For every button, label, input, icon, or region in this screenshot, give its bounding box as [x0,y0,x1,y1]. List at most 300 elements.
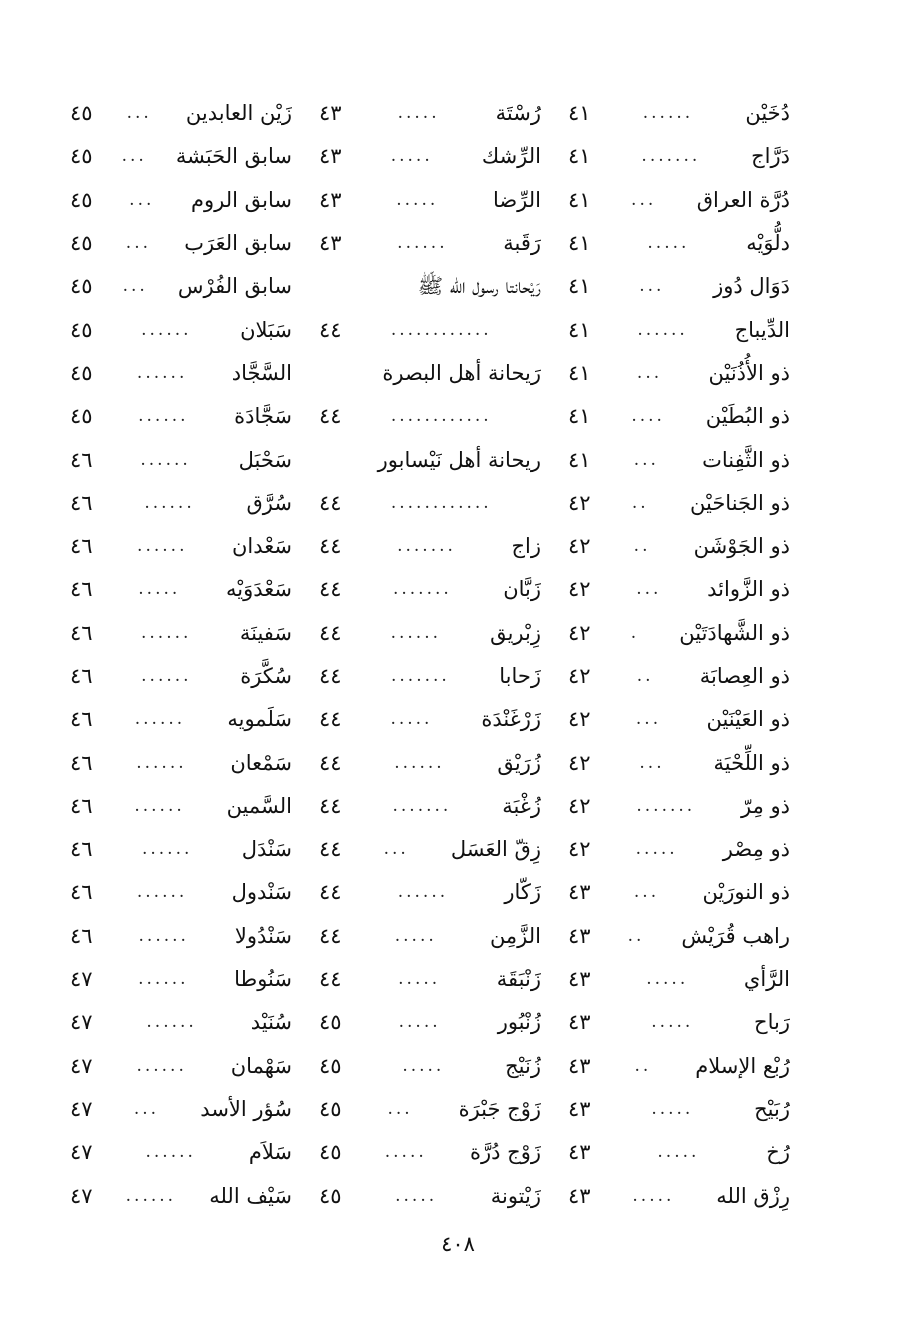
index-entry [568,308,790,351]
entry-name: زَبَّان [503,577,541,602]
entry-name: دَرَّاج [751,144,790,169]
entry-name: زُنَيْج [505,1053,541,1078]
index-entry [319,482,541,525]
index-entry [319,308,541,351]
entry-page-number: ٤١ [568,447,591,472]
entry-leader-dots: ..... [395,1187,438,1205]
entry-page-number: ٤٤ [319,880,342,905]
entry-leader-dots: ...... [134,797,185,815]
entry-leader-dots: ...... [134,711,186,729]
index-entry [70,915,292,958]
entry-name: ذو الثَّفِنات [702,447,790,472]
entry-leader-dots: ... [639,754,665,772]
entry-name: ذو الأُذُنَيْن [708,360,790,385]
index-entry [70,438,292,481]
entry-leader-dots: ....... [392,797,452,815]
entry-name: سَنْدُولا [234,923,292,948]
entry-leader-dots: ...... [138,971,189,989]
entry-leader-dots: ..... [651,1014,694,1032]
entry-page-number: ٤١ [568,404,591,429]
entry-page-number: ٤٧ [70,967,93,992]
entry-name: زاج [511,534,541,559]
entry-page-number: ٤١ [568,317,591,342]
index-entry [319,1045,541,1088]
entry-name: دَوَال دُوز [713,274,790,299]
index-entry [70,92,292,135]
index-entry [319,915,541,958]
entry-page-number: ٤٦ [70,750,93,775]
index-entry [568,1174,790,1217]
entry-name: سُكَّرَة [240,664,292,688]
entry-page-number: ٤٣ [568,1140,591,1165]
entry-name: سَنُوطا [234,967,292,992]
entry-name: دلُّوَيْه [746,231,790,256]
entry-page-number: ٤٢ [568,534,591,559]
entry-name: سابق الروم [191,187,292,212]
entry-page-number: ٤٤ [319,534,342,559]
entry-page-number: ٤١ [568,144,591,169]
entry-page-number: ٤٦ [70,923,93,948]
entry-name: ذو الجَناحَيْن [690,490,790,515]
index-entry [319,265,541,308]
index-entry [319,438,541,481]
entry-leader-dots: ...... [138,927,189,945]
entry-name: ريحانة أهل نَيْسابور [377,447,541,472]
entry-page-number: ٤٥ [70,231,93,256]
index-entry [319,179,541,222]
index-entry [319,222,541,265]
index-entry [319,655,541,698]
entry-name: زِقّ العَسَل [450,837,541,862]
entry-page-number: ٤٤ [319,793,342,818]
index-entry [70,871,292,914]
entry-leader-dots: .. [627,927,645,945]
entry-name: سَنْدول [231,880,292,905]
entry-name: ذو الشَّهادَتَيْن [679,620,790,645]
entry-page-number: ٤٧ [70,1010,93,1035]
entry-name: ذو العِصابَة [699,664,790,688]
entry-name: سَعْدان [231,534,292,559]
entry-name: سَبَلان [240,317,292,342]
entry-name: ذو مِرّ [740,793,790,818]
index-entry [319,1088,541,1131]
index-entry [568,698,790,741]
entry-leader-dots: ... [631,191,657,209]
entry-name: سَهْمان [230,1053,292,1078]
entry-name: سَعْدَوَيْه [226,577,292,602]
index-entry [319,828,541,871]
index-entry [319,871,541,914]
index-entry [319,958,541,1001]
entry-name: راهب قُرَيْش [681,923,790,948]
index-entry [319,395,541,438]
entry-page-number: ٤٧ [70,1053,93,1078]
entry-name: سُؤر الأسد [200,1096,292,1121]
index-entry [70,828,292,871]
entry-name: السَّجَّاد [231,360,292,385]
entry-name: رَباح [754,1010,790,1035]
entry-page-number: ٤٦ [70,620,93,645]
entry-name: زَيْن العابدين [185,101,292,126]
entry-leader-dots: .. [636,668,654,685]
entry-page-number: ٤٥ [70,274,93,299]
entry-leader-dots: ... [126,105,152,123]
index-entry [568,525,790,568]
index-entry [70,352,292,395]
entry-leader-dots: ..... [632,1187,675,1205]
entry-leader-dots: ...... [136,884,188,902]
entry-name: الرِّشك [481,144,541,169]
entry-name: سَنْدَل [241,837,292,862]
entry-page-number: ٤٢ [568,837,591,862]
index-entry [319,92,541,135]
entry-page-number: ٤٣ [568,880,591,905]
entry-leader-dots: ... [639,278,665,296]
index-entry [319,352,541,395]
index-entry [568,92,790,135]
entry-page-number: ٤١ [568,274,591,299]
entry-leader-dots: ...... [145,1144,196,1162]
index-entry [319,1131,541,1174]
entry-leader-dots: ...... [146,1014,197,1032]
entry-leader-dots: ............ [390,408,492,426]
entry-page-number: ٤٦ [70,534,93,559]
entry-page-number: ٤٣ [319,187,342,212]
entry-leader-dots: ... [125,235,152,253]
entry-name: رُسْتَة [495,101,541,126]
entry-name: ذو مِصْر [722,837,790,862]
entry-page-number: ٤٥ [319,1053,342,1078]
entry-name: زُرَيْق [497,750,541,775]
index-entry [319,1001,541,1044]
entry-page-number: ٤٧ [70,1096,93,1121]
index-entry [319,1174,541,1217]
entry-page-number: ٤٢ [568,490,591,515]
entry-name: رُبَيْح [754,1096,790,1121]
entry-name: زُغْبَة [502,793,541,818]
entry-page-number: ٤٣ [568,1183,591,1208]
index-entry [70,612,292,655]
index-entry [70,1088,292,1131]
index-entry [70,1131,292,1174]
entry-name: ذو النورَيْن [702,880,790,905]
index-entry [568,1001,790,1044]
index-entry [568,741,790,784]
entry-page-number: ٤٦ [70,577,93,602]
entry-page-number: ٤٥ [70,187,93,212]
index-entry [568,438,790,481]
entry-page-number: ٤٣ [568,967,591,992]
entry-leader-dots: .... [631,408,665,426]
entry-page-number: ٤٤ [319,707,342,732]
entry-page-number: ٤٢ [568,707,591,732]
entry-leader-dots: ..... [657,1144,700,1162]
index-entry [319,698,541,741]
index-entry [568,828,790,871]
entry-page-number: ٤٥ [70,101,93,126]
entry-leader-dots: ...... [637,321,688,339]
index-column [319,92,541,1218]
entry-leader-dots: ..... [402,1057,445,1075]
entry-page-number: ٤٦ [70,837,93,862]
entry-leader-dots: ... [383,841,409,859]
entry-leader-dots: ...... [397,884,449,902]
entry-page-number: ٤٥ [70,317,93,342]
entry-page-number: ٤٤ [319,490,342,515]
entry-name: زَيْتونة [490,1183,541,1208]
entry-leader-dots: ..... [397,105,440,123]
entry-leader-dots: ... [129,191,155,209]
entry-name: رَقَبة [503,231,541,256]
index-entry [568,1088,790,1131]
index-entry [70,179,292,222]
entry-page-number: ٤٧ [70,1140,93,1165]
entry-page-number: ٤٥ [70,404,93,429]
index-entry [319,568,541,611]
entry-name: رَيْحانتا رسول الله ﷺ [417,274,541,299]
entry-name: زَرْغَنْدَة [481,707,541,732]
entry-name: زَنْبَقَة [496,967,541,992]
index-table [70,92,790,1218]
entry-leader-dots: ...... [138,408,189,426]
entry-leader-dots: ...... [136,1057,187,1075]
entry-name: رِزْق الله [716,1183,790,1208]
entry-page-number: ٤٤ [319,923,342,948]
entry-name: زِبْريق [490,620,541,645]
entry-page-number: ٤٤ [319,620,342,645]
entry-leader-dots: .. [631,494,649,512]
index-entry [319,525,541,568]
index-entry [568,265,790,308]
entry-leader-dots: ...... [125,1187,177,1205]
index-entry [568,352,790,395]
entry-leader-dots: ... [636,581,662,599]
entry-leader-dots: ....... [390,668,450,685]
entry-leader-dots: ... [122,278,148,296]
entry-page-number: ٤٣ [568,1096,591,1121]
entry-name: زَوْج دُرَّة [469,1140,541,1165]
index-entry [568,222,790,265]
index-entry [319,135,541,178]
entry-leader-dots: ...... [136,754,187,772]
entry-leader-dots: ... [635,711,662,729]
entry-page-number: ٤٤ [319,404,342,429]
index-entry [568,785,790,828]
entry-page-number: ٤٤ [319,577,342,602]
entry-name: سابق العَرَب [184,231,292,256]
entry-leader-dots: ..... [390,711,433,729]
entry-leader-dots: .. [634,1057,652,1075]
entry-leader-dots: ...... [141,841,193,859]
entry-page-number: ٤٤ [319,664,342,688]
entry-name: زَوْج جَبْرَة [458,1096,541,1121]
index-entry [568,482,790,525]
entry-leader-dots: ... [636,364,663,382]
index-entry [568,612,790,655]
entry-page-number: ٤٥ [319,1096,342,1121]
entry-page-number: ٤٣ [568,1053,591,1078]
entry-name: ذو العَيْنَيْن [706,707,790,732]
index-entry [319,741,541,784]
index-column [70,92,292,1218]
index-entry [70,1174,292,1217]
index-entry [568,568,790,611]
index-entry [568,135,790,178]
index-entry [319,785,541,828]
entry-name: سَلَمويه [227,707,292,732]
entry-page-number: ٤٥ [319,1140,342,1165]
index-entry [70,655,292,698]
entry-name: دُرَّة العراق [696,187,790,212]
entry-name: زَكّار [504,880,541,905]
index-entry [70,525,292,568]
entry-page-number: ٤١ [568,101,591,126]
page-number: ٤٠٨ [441,1232,475,1256]
entry-leader-dots: ... [121,148,147,166]
index-entry [70,482,292,525]
entry-name: سَفينَة [239,620,292,645]
index-entry [568,655,790,698]
entry-leader-dots: . [630,624,640,642]
entry-name: سَلاَم [248,1140,292,1165]
entry-leader-dots: ...... [141,321,192,339]
entry-name: سَمْعان [230,750,292,775]
entry-name: الزَّمِن [489,923,541,948]
entry-leader-dots: ....... [397,538,456,556]
index-column [568,92,790,1218]
index-entry [70,958,292,1001]
index-entry [568,958,790,1001]
entry-leader-dots: ...... [141,668,192,685]
index-entry [568,179,790,222]
entry-page-number: ٤٦ [70,880,93,905]
entry-name: ذو اللِّحْيَة [713,750,790,775]
entry-name: الرَّأي [743,967,790,992]
entry-page-number: ٤٤ [319,967,342,992]
entry-name: سَحْبَل [238,447,292,472]
entry-name: سابق الحَبَشة [175,144,292,169]
entry-leader-dots: ..... [651,1100,694,1118]
entry-name: الرِّضا [492,187,541,212]
entry-page-number: ٤٦ [70,447,93,472]
entry-leader-dots: ..... [398,971,441,989]
entry-name: سُرَّق [246,490,292,515]
entry-page-number: ٤٤ [319,750,342,775]
entry-name: رُبْع الإسلام [695,1053,790,1078]
entry-leader-dots: ....... [392,581,452,599]
entry-leader-dots: ... [133,1100,160,1118]
entry-name: السَّمين [226,793,292,818]
entry-name: زُنْبُور [497,1010,541,1035]
entry-page-number: ٤٦ [70,707,93,732]
entry-page-number: ٤٦ [70,490,93,515]
entry-name: رَيحانة أهل البصرة [382,360,541,385]
entry-page-number: ٤٣ [319,101,342,126]
entry-name: سابق الفُرْس [177,274,292,299]
entry-leader-dots: ..... [646,971,689,989]
entry-page-number: ٤٥ [70,144,93,169]
entry-leader-dots: ...... [642,105,694,123]
entry-page-number: ٤٣ [568,923,591,948]
index-entry [70,1001,292,1044]
index-entry [319,612,541,655]
entry-name: ذو الجَوْشَن [693,534,790,559]
entry-leader-dots: ....... [641,148,701,166]
index-entry [70,785,292,828]
entry-leader-dots: ...... [136,364,188,382]
entry-leader-dots: ............ [390,494,492,512]
entry-name: سَجَّادَة [234,404,292,429]
entry-page-number: ٤٢ [568,750,591,775]
entry-leader-dots: ...... [140,624,192,642]
entry-leader-dots: ..... [390,148,433,166]
entry-leader-dots: ..... [396,191,439,209]
index-entry [70,1045,292,1088]
entry-name: زَحابا [499,664,541,688]
entry-leader-dots: ...... [397,235,448,253]
index-entry [568,915,790,958]
index-entry [70,395,292,438]
entry-leader-dots: ..... [647,235,690,253]
entry-page-number: ٤٥ [319,1010,342,1035]
entry-leader-dots: ....... [636,797,696,815]
entry-leader-dots: ..... [384,1144,427,1162]
index-entry [568,871,790,914]
entry-leader-dots: .. [633,538,651,556]
index-entry [70,568,292,611]
entry-name: الدِّيباج [734,317,790,342]
entry-page-number: ٤٦ [70,664,93,688]
entry-page-number: ٤١ [568,231,591,256]
entry-name: ذو البُطَيْن [705,404,790,429]
entry-page-number: ٤٦ [70,793,93,818]
entry-page-number: ٤١ [568,187,591,212]
entry-leader-dots: ............ [390,321,492,339]
entry-leader-dots: ...... [137,538,188,556]
index-entry [70,698,292,741]
entry-page-number: ٤١ [568,360,591,385]
entry-leader-dots: ...... [394,754,445,772]
entry-page-number: ٤٢ [568,793,591,818]
entry-page-number: ٤٥ [70,360,93,385]
entry-page-number: ٤٤ [319,317,342,342]
entry-page-number: ٤٤ [319,837,342,862]
entry-leader-dots: ..... [394,927,437,945]
entry-leader-dots: ...... [144,494,195,512]
index-entry [70,222,292,265]
index-entry [70,308,292,351]
index-entry [568,395,790,438]
entry-name: دُخَيْن [745,101,790,126]
entry-page-number: ٤٢ [568,664,591,688]
entry-page-number: ٤٥ [319,1183,342,1208]
entry-page-number: ٤٣ [319,231,342,256]
entry-name: رُخ [766,1140,790,1165]
entry-leader-dots: ..... [398,1014,441,1032]
entry-leader-dots: ... [633,451,659,469]
entry-leader-dots: ..... [138,581,181,599]
entry-leader-dots: ...... [390,624,442,642]
index-entry [568,1045,790,1088]
entry-leader-dots: ... [633,884,660,902]
entry-leader-dots: ..... [635,841,678,859]
entry-leader-dots: ... [387,1100,413,1118]
entry-name: ذو الزَّوائد [707,577,790,602]
index-entry [70,135,292,178]
index-entry [568,1131,790,1174]
entry-page-number: ٤٣ [319,144,342,169]
entry-page-number: ٤٢ [568,577,591,602]
